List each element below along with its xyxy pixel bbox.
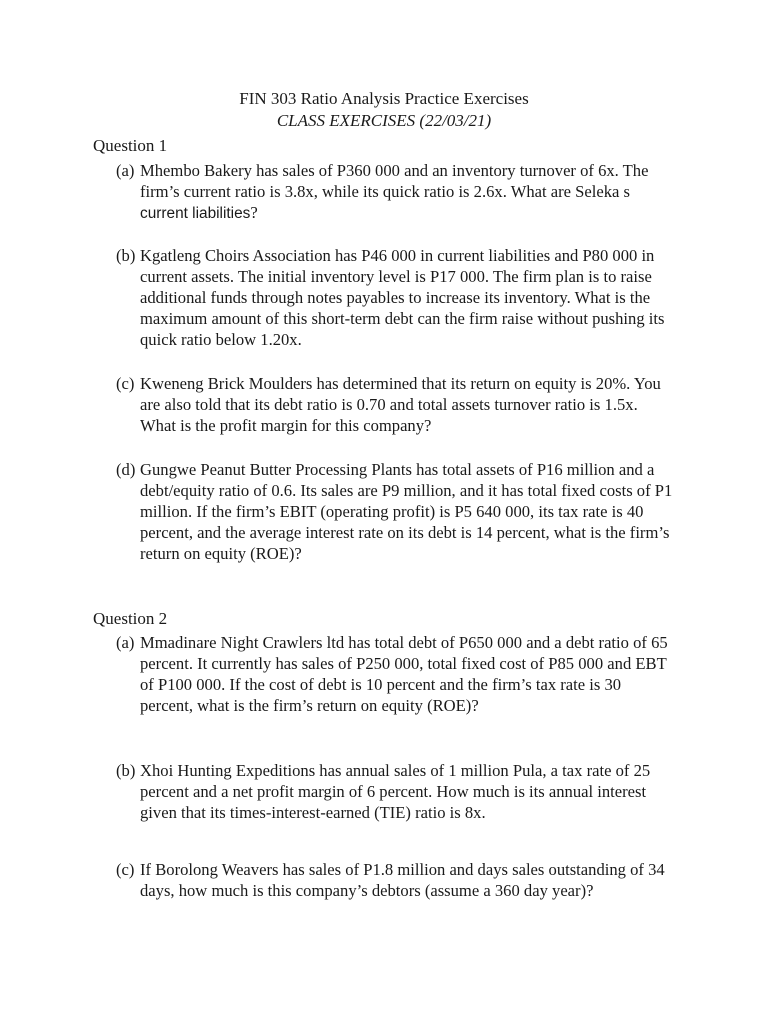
question-1-heading: Question 1 [93, 136, 168, 155]
question-2-item-b [116, 760, 676, 823]
item-label: (b) [116, 761, 136, 780]
item-text: Mmadinare Night Crawlers ltd has total debt of P650 000 and a debt ratio of 65 percent. It currently has sales of P250 000, total fixed cost of P85 000 and EBT of P100 000. If the cost of debt is 10 percent and the firm’s tax rate is 30 percent, what is the firm’s return on equity (ROE)? [140, 633, 668, 715]
emphasized-term: current liabilities [140, 205, 251, 222]
item-label: (d) [116, 460, 136, 479]
item-text: Kweneng Brick Moulders has determined that its return on equity is 20%. You are also told that its debt ratio is 0.70 and total assets turnover ratio is 1.5x. What is the profit margin for this company? [140, 374, 661, 435]
item-label: (a) [116, 633, 135, 652]
question-1-item-c [116, 373, 676, 436]
page-title: FIN 303 Ratio Analysis Practice Exercises [239, 89, 529, 108]
item-text: If Borolong Weavers has sales of P1.8 million and days sales outstanding of 34 days, how much is this company’s debtors (assume a 360 day year)? [140, 860, 665, 900]
question-1-item-d [116, 459, 676, 564]
item-text: Mhembo Bakery has sales of P360 000 and an inventory turnover of 6x. The firm’s current ratio is 3.8x, while its quick ratio is 2.6x. What are Seleka s current liabilities? [140, 161, 649, 222]
question-1-item-a [116, 160, 676, 224]
item-text: Xhoi Hunting Expeditions has annual sales of 1 million Pula, a tax rate of 25 percent and a net profit margin of 6 percent. How much is its annual interest given that its times-interest-earned (TIE) ratio is 8x. [140, 761, 651, 822]
item-text: Gungwe Peanut Butter Processing Plants has total assets of P16 million and a debt/equity ratio of 0.6. Its sales are P9 million, and it has total fixed costs of P1 million. If the firm’s EBIT (operating profit) is P5 640 000, its tax rate is 40 percent, and the average interest rate on its debt is 14 percent, what is the firm’s return on equity (ROE)? [140, 460, 673, 563]
item-text: Kgatleng Choirs Association has P46 000 in current liabilities and P80 000 in current assets. The initial inventory level is P17 000. The firm plan is to raise additional funds through notes payables to increase its inventory. What is the maximum amount of this short-term debt can the firm raise without pushing its quick ratio below 1.20x. [140, 246, 665, 349]
item-label: (b) [116, 246, 136, 265]
item-label: (c) [116, 374, 135, 393]
question-2-item-a [116, 632, 676, 716]
question-2-heading: Question 2 [93, 609, 168, 628]
item-label: (c) [116, 860, 135, 879]
question-1-item-b [116, 245, 676, 350]
page-subtitle: CLASS EXERCISES (22/03/21) [276, 111, 492, 130]
question-2-item-c [116, 859, 676, 901]
item-label: (a) [116, 161, 135, 180]
